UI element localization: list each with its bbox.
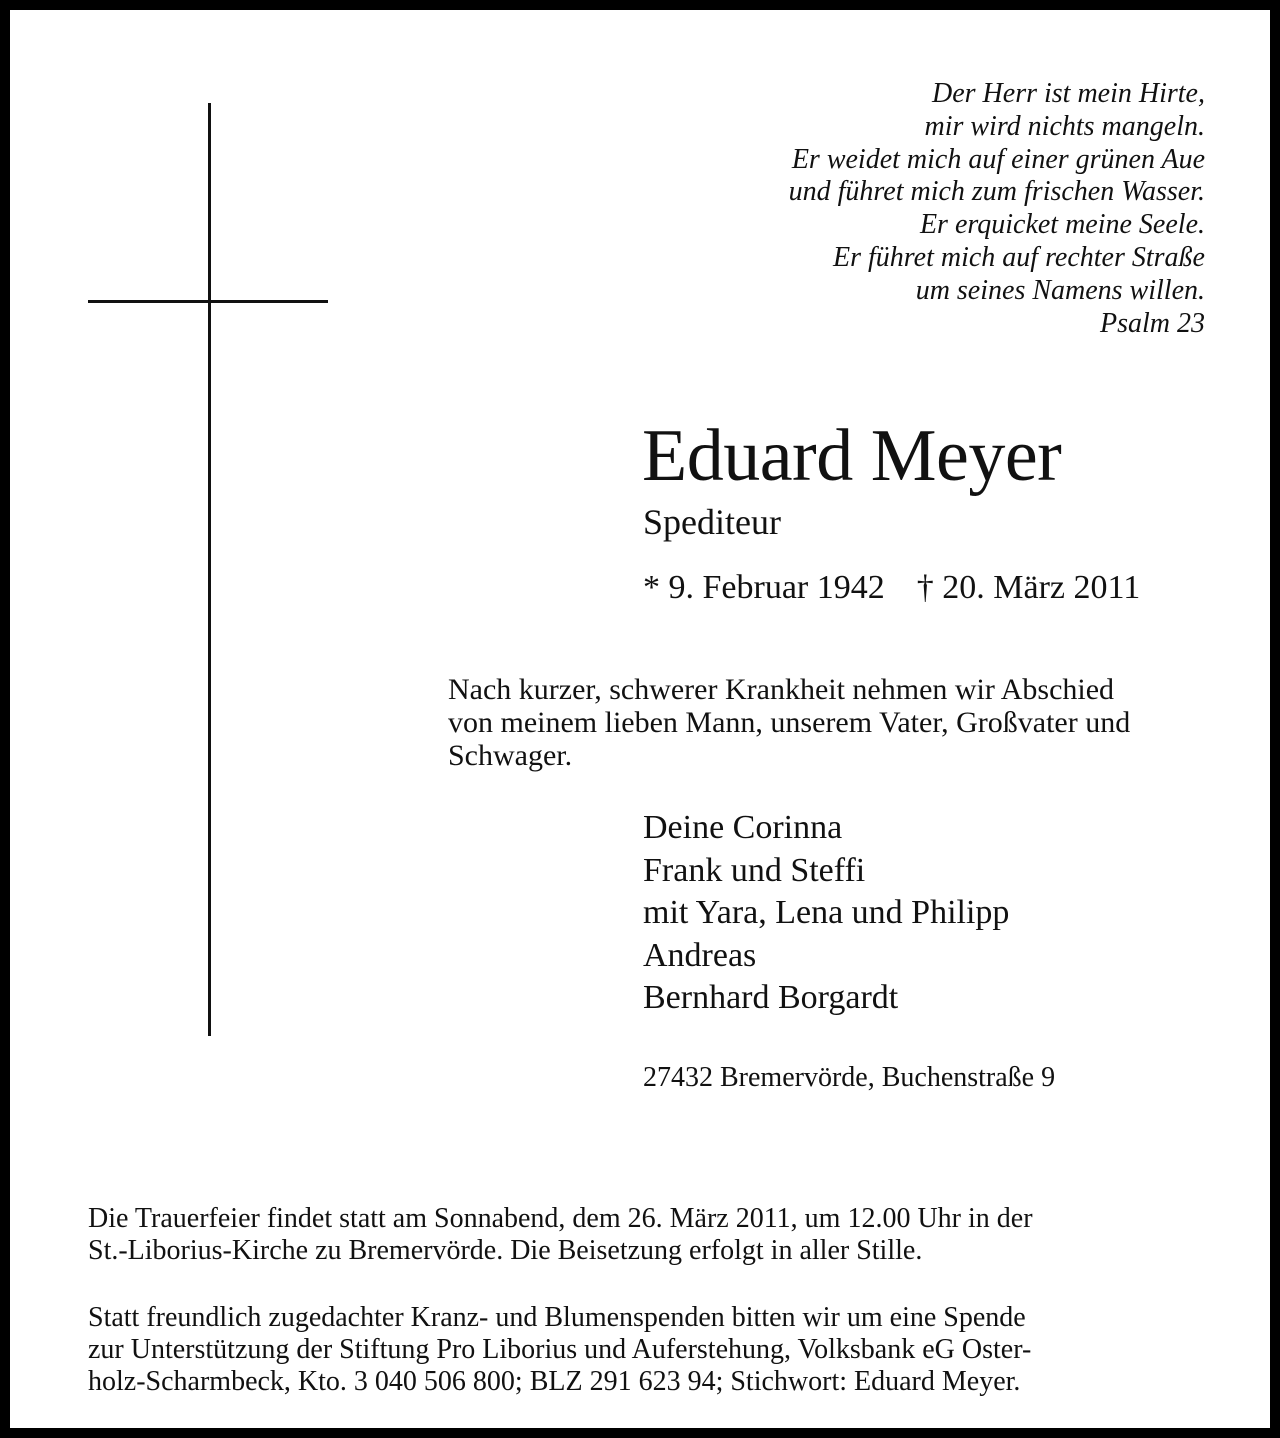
donation-line: zur Unterstützung der Stiftung Pro Liborius und Auferstehung, Volksbank eG Oster-: [88, 1334, 1032, 1365]
psalm-reference: Psalm 23: [1100, 307, 1205, 339]
family-address: 27432 Bremervörde, Buchenstraße 9: [643, 1062, 1056, 1093]
message-line: Schwager.: [448, 739, 573, 772]
mourner-name: mit Yara, Lena und Philipp: [643, 894, 1010, 931]
deceased-profession: Spediteur: [643, 502, 781, 542]
funeral-line: Die Trauerfeier findet statt am Sonnabend, dem 26. März 2011, um 12.00 Uhr in der: [88, 1203, 1033, 1234]
psalm-line: um seines Namens willen.: [915, 274, 1205, 306]
donation-info: [88, 1302, 1198, 1398]
donation-line: Statt freundlich zugedachter Kranz- und Blumenspenden bitten wir um eine Spende: [88, 1302, 1026, 1333]
birth-date: * 9. Februar 1942: [643, 569, 885, 606]
mourners-list: [643, 807, 1009, 1020]
deceased-name: Eduard Meyer: [642, 415, 1062, 497]
psalm-quote: [605, 78, 1205, 340]
psalm-line: Er führet mich auf rechter Straße: [833, 241, 1205, 273]
death-date: † 20. März 2011: [916, 569, 1141, 606]
message-line: Nach kurzer, schwerer Krankheit nehmen wir Abschied: [448, 673, 1115, 706]
psalm-line: Er erquicket meine Seele.: [919, 209, 1205, 241]
donation-line: holz-Scharmbeck, Kto. 3 040 506 800; BLZ 291 623 94; Stichwort: Eduard Meyer.: [88, 1366, 1021, 1397]
mourner-name: Andreas: [643, 936, 757, 974]
psalm-line: und führet mich zum frischen Wasser.: [788, 176, 1205, 208]
life-dates: [643, 568, 1140, 608]
cross-vertical-bar: [208, 103, 211, 1036]
psalm-line: Er weidet mich auf einer grünen Aue: [791, 143, 1205, 175]
mourner-name: Bernhard Borgardt: [643, 979, 899, 1016]
psalm-line: Der Herr ist mein Hirte,: [932, 78, 1205, 109]
funeral-line: St.-Liborius-Kirche zu Bremervörde. Die Beisetzung erfolgt in aller Stille.: [88, 1235, 923, 1266]
cross-horizontal-bar: [88, 300, 328, 303]
mourner-name: Deine Corinna: [643, 809, 843, 846]
psalm-line: mir wird nichts mangeln.: [924, 110, 1205, 142]
farewell-message: [448, 673, 1208, 772]
funeral-info: [88, 1203, 1198, 1267]
mourner-name: Frank und Steffi: [643, 851, 866, 889]
message-line: von meinem lieben Mann, unserem Vater, Großvater und: [448, 706, 1131, 739]
